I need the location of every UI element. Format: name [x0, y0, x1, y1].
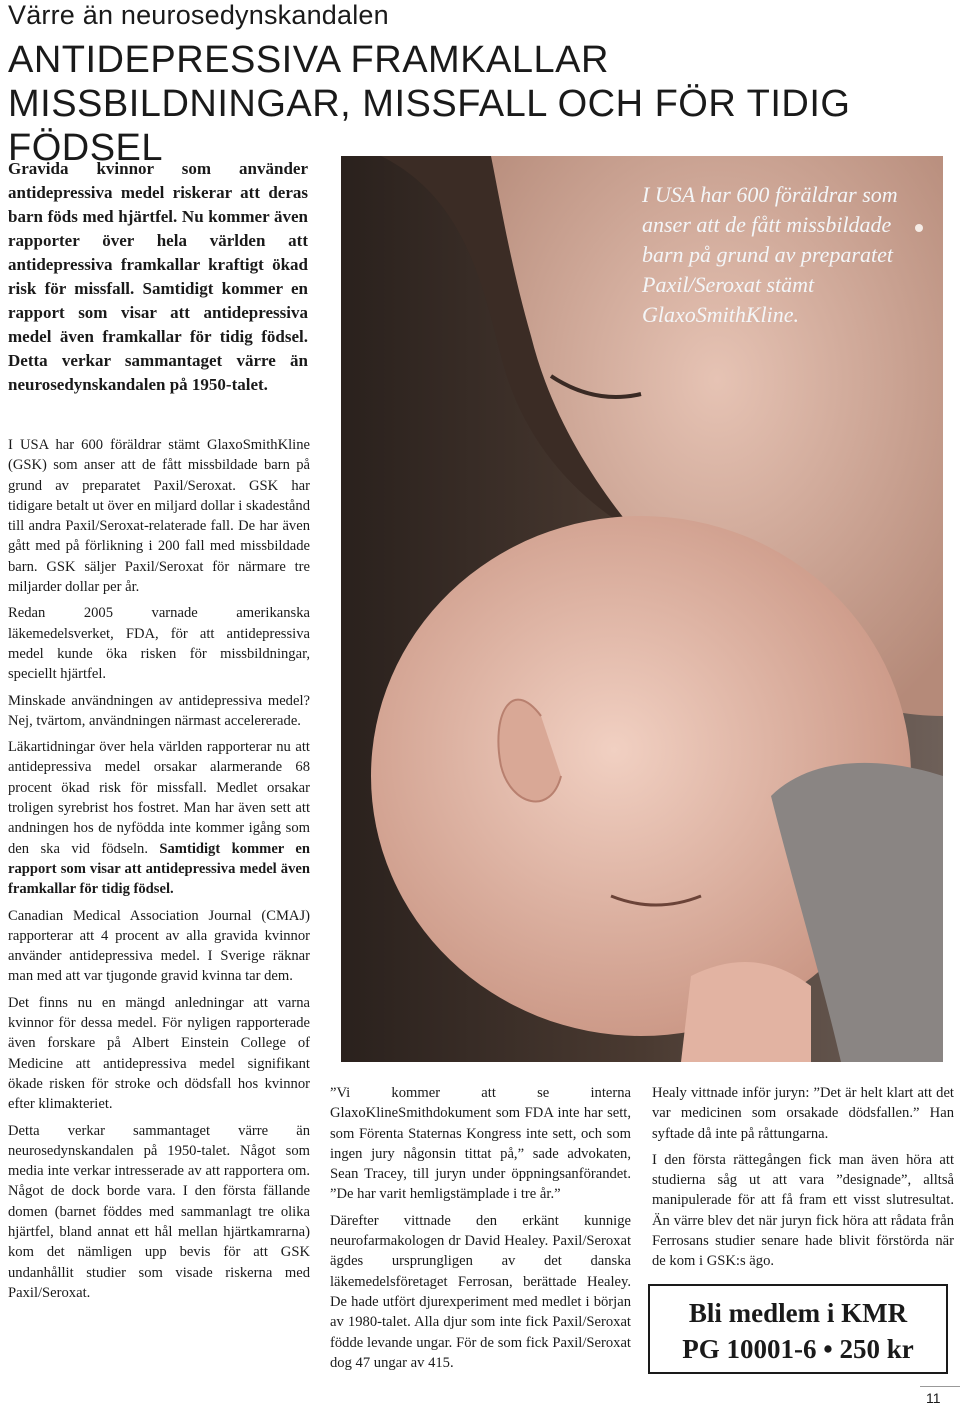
column-2 — [330, 1083, 631, 1379]
col3-paragraph: I den första rättegången fick man även höra att studierna såg ut att vara ”designade”, alltså manipulerade för att få fram ett visst slutresultat. Än värre blev det när juryn fick höra att rådata från Ferrosans studier senare hade blivit förstörda när de kom i GSK:s ägo. — [652, 1151, 954, 1270]
page-number-rule — [920, 1386, 960, 1387]
col3-paragraph: Healy vittnade inför juryn: ”Det är helt klart att det var medicinen som orsakade dödsfallen.” Han syftade då inte på råttungarna. — [652, 1085, 954, 1142]
col2-paragraph: ”Vi kommer att se interna GlaxoKlineSmithdokument som FDA inte har sett, som Förenta Staternas Kongress inte sett, och som ingen jury någonsin tittat på,” sade advokaten, Sean Tracey, till juryn under öppningsanförandet. ”De har varit hemligstämplade i tre år.” — [330, 1085, 631, 1203]
article-headline: ANTIDEPRESSIVA FRAMKALLAR MISSBILDNINGAR, MISSFALL OCH FÖR TIDIG FÖDSEL — [8, 39, 851, 169]
col1-paragraph-bold: Samtidigt kommer en rapport som visar att antidepressiva medel även framkallar för tidig födsel. — [8, 840, 311, 898]
article-lead: Gravida kvinnor som använder antidepressiva medel riskerar att deras barn föds med hjärtfel. Nu kommer även rapporter över hela världen att antidepressiva framkallar kraftigt ökad risk för missfall. Samtidigt kommer en rapport som visar att antidepressiva medel även framkallar för tidig födsel. Detta verkar sammantaget värre än neurosedynskandalen på 1950-talet. — [8, 159, 308, 394]
col1-paragraph: Minskade användningen av antidepressiva medel? Nej, tvärtom, användningen närmast accelererade. — [8, 692, 310, 729]
membership-line-2: PG 10001-6 • 250 kr — [682, 1334, 914, 1364]
pull-quote: I USA har 600 föräldrar som anser att de fått missbildade barn på grund av preparatet Paxil/Seroxat stämt GlaxoSmithKline. — [642, 182, 898, 327]
col1-paragraph: I USA har 600 föräldrar stämt GlaxoSmithKline (GSK) som anser att de fått missbildade barn på grund av preparatet Paxil/Seroxat. GSK har tidigare betalt ut över en miljard dollar i skadestånd till andra Paxil/Seroxat-relaterade fall. De har även gått med på förlikning i 200 fall med missbildade barn. GSK säljer Paxil/Seroxat för närmare tre miljarder dollar per år. — [8, 437, 310, 596]
col1-paragraph: Det finns nu en mängd anledningar att varna kvinnor för dessa medel. För nyligen rapporterade även forskare på Albert Einstein College of Medicine att antidepressiva medel signifikant ökade risken för stroke och dödsfall hos kvinnor efter klimakteriet. — [8, 994, 310, 1113]
column-1 — [8, 435, 310, 1309]
membership-line-1: Bli medlem i KMR — [688, 1298, 908, 1328]
membership-box — [648, 1284, 948, 1374]
article-kicker: Värre än neurosedynskandalen — [8, 0, 389, 30]
col1-paragraph — [8, 737, 310, 899]
col1-paragraph: Detta verkar sammantaget värre än neurosedynskandalen på 1950-talet. Något som media inte verkar intresserade av att rapportera om. Något de dock borde vara. I den första fällande domen (barnet föddes med sammanlagt tre olika hjärtfel, bland annat ett hål mellan hjärtkamrarna) kom det nämligen upp bevis för att GSK undanhållit studier som visade riskerna med Paxil/Seroxat. — [8, 1122, 310, 1301]
col2-paragraph: Därefter vittnade den erkänt kunnige neurofarmakologen dr David Healey. Paxil/Seroxat ägdes ursprungligen av det danska läkemedelsföretaget Ferrosan, berättade Healey. De hade utfört djurexperiment med medlet i början av 1980-talet. Alla djur som inte fick Paxil/Seroxat födde levande ungar. För de som fick Paxil/Seroxat dog 47 ungar av 415. — [330, 1212, 631, 1371]
page-number: 11 — [926, 1390, 941, 1406]
col1-paragraph: Canadian Medical Association Journal (CMAJ) rapporterar att 4 procent av alla gravida kvinnor använder antidepressiva medel. I Sverige räknar man med att var tjugonde gravid kvinna tar dem. — [8, 907, 310, 985]
col1-paragraph-text: Läkartidningar över hela världen rapporterar nu att antidepressiva medel orsakar alarmerande 68 procent ökad risk för missfall. Medlet orsakar troligen syrebrist hos fostret. Man har även sett att andningen hos de nyfödda inte kommer igång som den ska vid födseln. — [8, 739, 310, 857]
col1-paragraph: Redan 2005 varnade amerikanska läkemedelsverket, FDA, för att antidepressiva medel kunde öka risken för missbildningar, speciellt hjärtfel. — [8, 605, 310, 683]
column-3 — [652, 1083, 954, 1278]
